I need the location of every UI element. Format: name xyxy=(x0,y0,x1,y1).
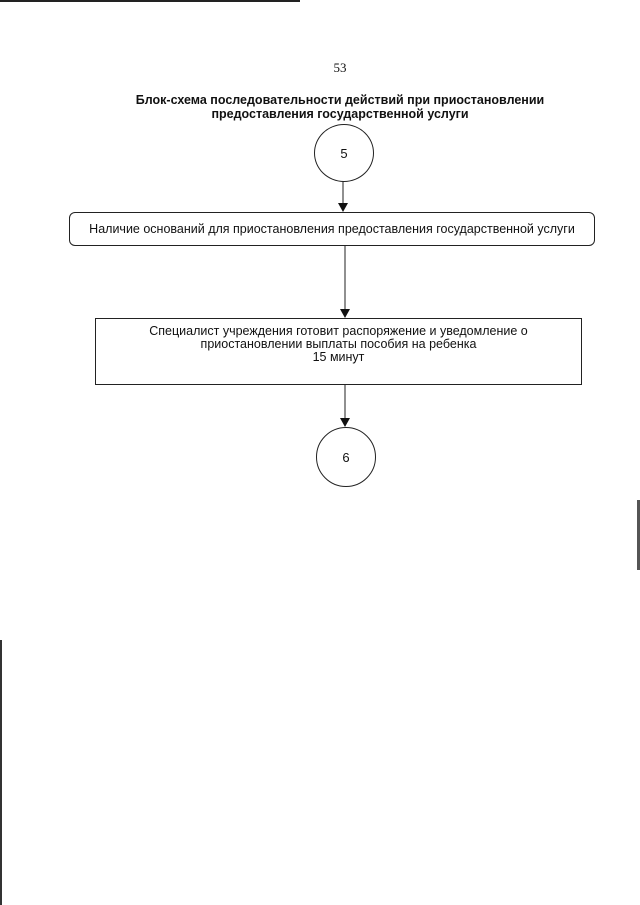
step-2-line-2: приостановлении выплаты пособия на ребенка xyxy=(200,337,477,351)
connector-6: 6 xyxy=(316,427,376,487)
step-2-duration: 15 минут xyxy=(312,350,365,364)
arrowhead-step2 xyxy=(340,309,350,318)
title-line-1: Блок-схема последовательности действий при приостановлении xyxy=(135,93,545,107)
connector-5: 5 xyxy=(314,124,374,182)
flow-step-prepare-order xyxy=(95,318,582,385)
page-number: 53 xyxy=(333,60,347,75)
arrowhead-6 xyxy=(340,418,350,427)
flow-step-grounds-for-suspension: Наличие оснований для приостановления предоставления государственной услуги xyxy=(69,212,595,246)
title-line-2: предоставления государственной услуги xyxy=(211,107,469,121)
step-2-line-1: Специалист учреждения готовит распоряжение и уведомление о xyxy=(149,324,528,338)
arrowhead-step1 xyxy=(338,203,348,212)
